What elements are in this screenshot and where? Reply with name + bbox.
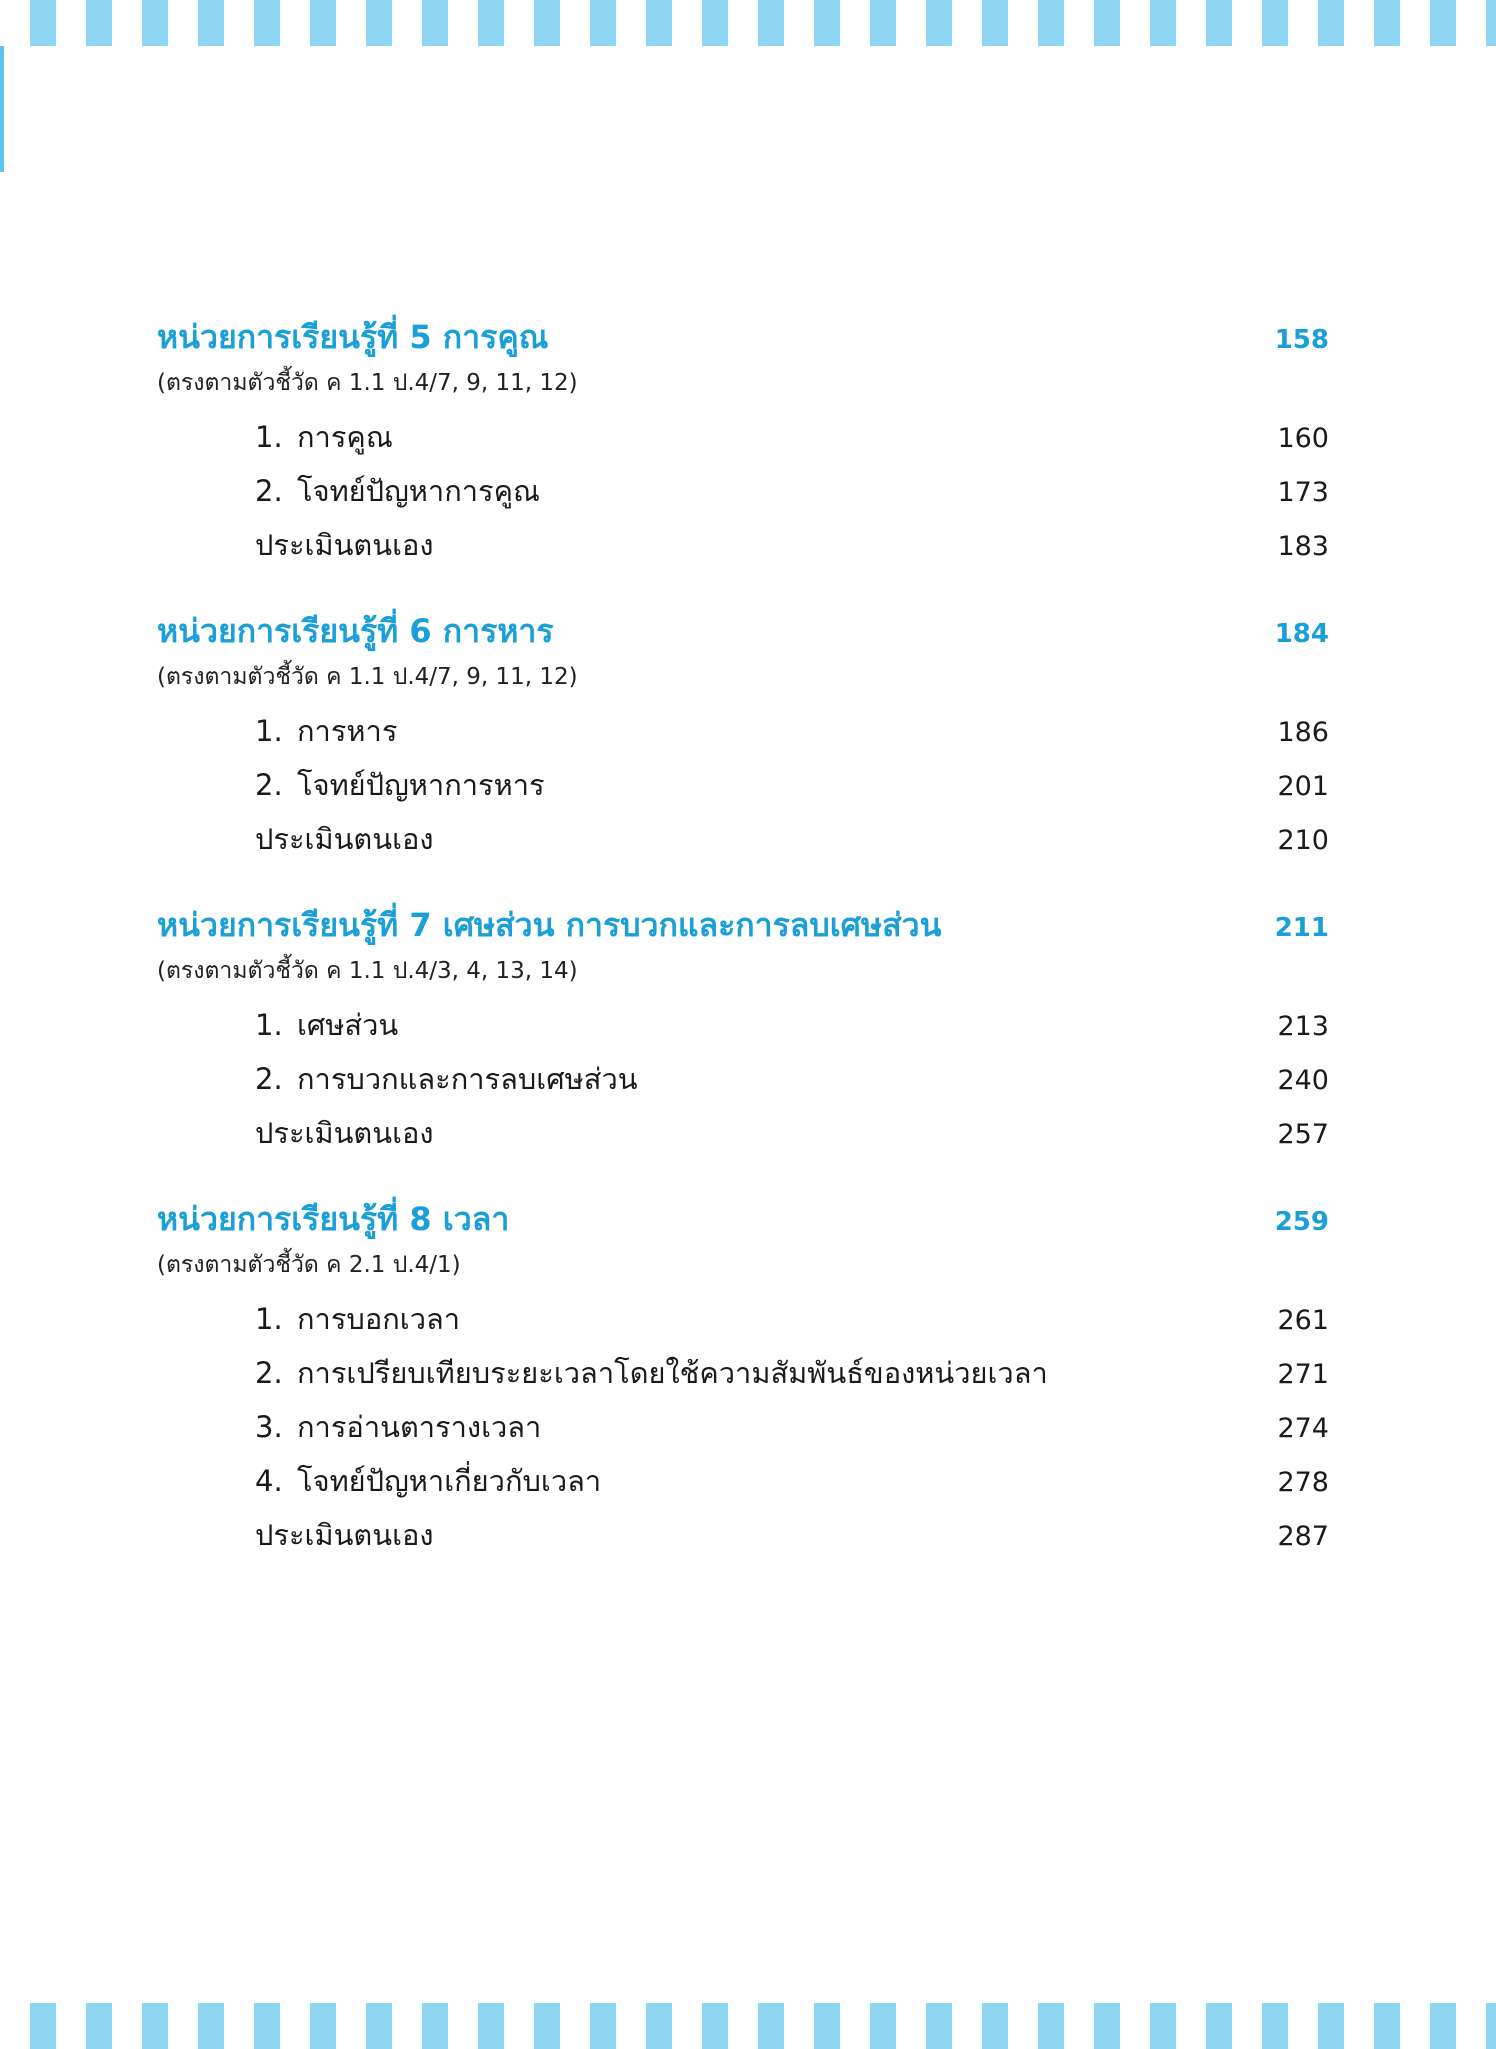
unit-indicator: (ตรงตามตัวชี้วัด ค 2.1 ป.4/1): [157, 1252, 461, 1278]
unit-page-number: 259: [1274, 1207, 1329, 1237]
toc-entry-self-assessment[interactable]: [157, 1508, 1329, 1562]
unit-title: หน่วยการเรียนรู้ที่ 6 การหาร: [157, 612, 554, 650]
toc-entry[interactable]: [157, 1292, 1329, 1346]
entry-page-number: 210: [1277, 825, 1329, 856]
toc-entry[interactable]: [157, 1346, 1329, 1400]
entry-label: การคูณ: [297, 420, 393, 454]
entry-page-number: 261: [1277, 1305, 1329, 1336]
unit-indicator: (ตรงตามตัวชี้วัด ค 1.1 ป.4/3, 4, 13, 14): [157, 958, 578, 984]
entry-label: การหาร: [297, 714, 398, 748]
entry-page-number: 287: [1277, 1521, 1329, 1552]
entry-label: การบวกและการลบเศษส่วน: [297, 1062, 638, 1096]
unit-page-number: 184: [1274, 619, 1329, 649]
entry-label: การเปรียบเทียบระยะเวลาโดยใช้ความสัมพันธ์ของหน่วยเวลา: [297, 1356, 1048, 1390]
unit-8-section: [157, 1192, 1329, 1562]
toc-entry[interactable]: [157, 1454, 1329, 1508]
entry-label: เศษส่วน: [297, 1008, 399, 1042]
entry-number: 2.: [255, 1062, 283, 1096]
entry-label: ประเมินตนเอง: [255, 1518, 434, 1552]
entry-page-number: 183: [1277, 531, 1329, 562]
entry-page-number: 274: [1277, 1413, 1329, 1444]
unit-title: หน่วยการเรียนรู้ที่ 7 เศษส่วน การบวกและการลบเศษส่วน: [157, 906, 942, 944]
unit-page-number: 158: [1274, 325, 1329, 355]
entry-number: 1.: [255, 1008, 283, 1042]
toc-entry[interactable]: [157, 1400, 1329, 1454]
unit-heading[interactable]: [157, 310, 1329, 364]
entry-label: การบอกเวลา: [297, 1302, 461, 1336]
entry-page-number: 186: [1277, 717, 1329, 748]
entry-page-number: 257: [1277, 1119, 1329, 1150]
entry-page-number: 173: [1277, 477, 1329, 508]
bottom-stripe-border: [0, 2003, 1496, 2049]
unit-heading[interactable]: [157, 604, 1329, 658]
unit-title: หน่วยการเรียนรู้ที่ 8 เวลา: [157, 1200, 510, 1238]
toc-entry[interactable]: [157, 410, 1329, 464]
unit-7-section: [157, 898, 1329, 1160]
entry-label: การอ่านตารางเวลา: [297, 1410, 542, 1444]
unit-heading[interactable]: [157, 1192, 1329, 1246]
entry-number: 4.: [255, 1464, 283, 1498]
entry-number: 1.: [255, 1302, 283, 1336]
unit-5-section: [157, 310, 1329, 572]
entry-label: โจทย์ปัญหาการหาร: [297, 768, 545, 802]
unit-title: หน่วยการเรียนรู้ที่ 5 การคูณ: [157, 318, 549, 356]
entry-label: ประเมินตนเอง: [255, 822, 434, 856]
top-stripe-border: [0, 0, 1496, 46]
unit-6-section: [157, 604, 1329, 866]
entry-page-number: 271: [1277, 1359, 1329, 1390]
entry-page-number: 240: [1277, 1065, 1329, 1096]
toc-entry[interactable]: [157, 758, 1329, 812]
entry-label: โจทย์ปัญหาการคูณ: [297, 474, 540, 508]
toc-entry[interactable]: [157, 1052, 1329, 1106]
entry-page-number: 201: [1277, 771, 1329, 802]
unit-heading[interactable]: [157, 898, 1329, 952]
entry-page-number: 278: [1277, 1467, 1329, 1498]
entry-number: 1.: [255, 714, 283, 748]
entry-number: 2.: [255, 1356, 283, 1390]
entry-number: 1.: [255, 420, 283, 454]
toc-entry-self-assessment[interactable]: [157, 812, 1329, 866]
toc-entry[interactable]: [157, 998, 1329, 1052]
entry-label: โจทย์ปัญหาเกี่ยวกับเวลา: [297, 1464, 602, 1498]
entry-number: 2.: [255, 768, 283, 802]
toc-entry-self-assessment[interactable]: [157, 518, 1329, 572]
toc-entry[interactable]: [157, 464, 1329, 518]
toc-entry-self-assessment[interactable]: [157, 1106, 1329, 1160]
entry-number: 2.: [255, 474, 283, 508]
unit-page-number: 211: [1274, 913, 1329, 943]
toc-entry[interactable]: [157, 704, 1329, 758]
entry-label: ประเมินตนเอง: [255, 1116, 434, 1150]
entry-page-number: 160: [1277, 423, 1329, 454]
entry-page-number: 213: [1277, 1011, 1329, 1042]
entry-label: ประเมินตนเอง: [255, 528, 434, 562]
left-edge-mark: [0, 46, 4, 172]
unit-indicator: (ตรงตามตัวชี้วัด ค 1.1 ป.4/7, 9, 11, 12): [157, 370, 578, 396]
entry-number: 3.: [255, 1410, 283, 1444]
table-of-contents: [157, 310, 1329, 1594]
unit-indicator: (ตรงตามตัวชี้วัด ค 1.1 ป.4/7, 9, 11, 12): [157, 664, 578, 690]
